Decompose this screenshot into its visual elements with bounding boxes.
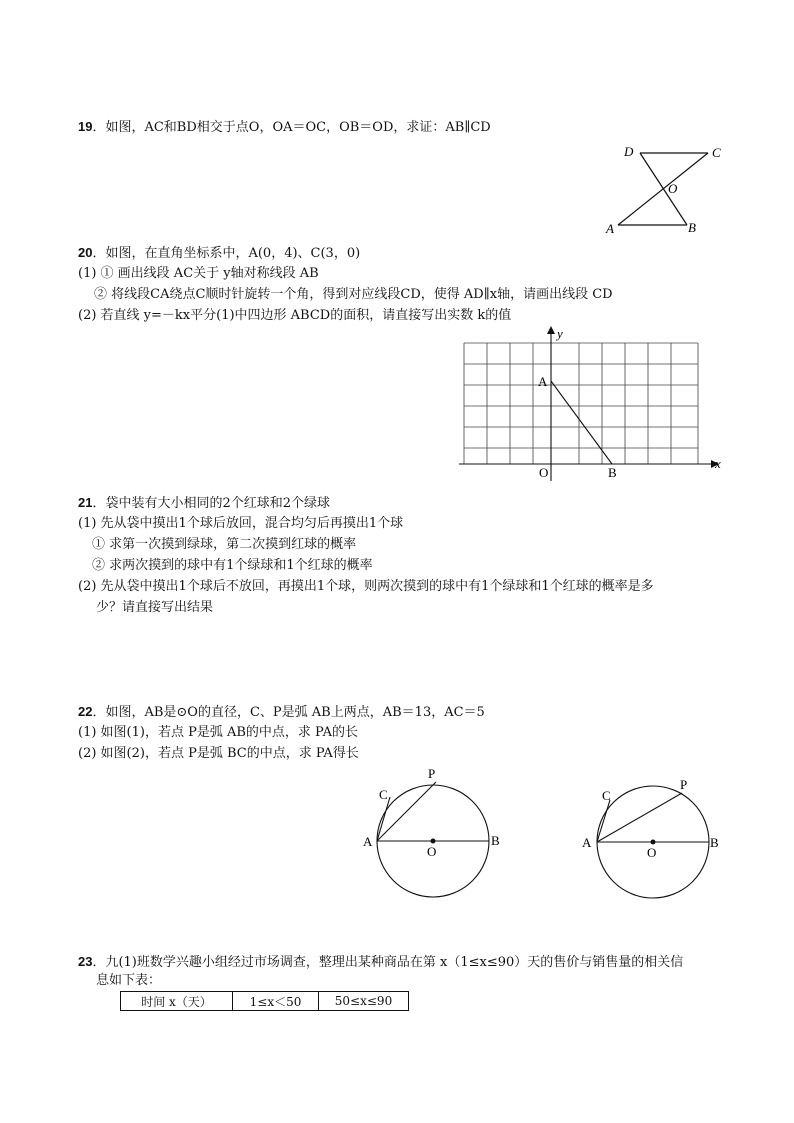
q22-fig1-label-c: C <box>379 787 388 802</box>
q20-coordinate-grid <box>455 326 725 481</box>
q21-stem <box>78 494 330 513</box>
q22-fig2-label-p: P <box>680 777 688 792</box>
q20-point-a-label: A <box>538 374 548 389</box>
q22-fig1-label-a: A <box>363 834 373 849</box>
q19-label-b: B <box>688 220 696 235</box>
q22-figure-2 <box>578 767 728 907</box>
q22-text: ．如图，AB是⊙O的直径，C、P是弧 AB上两点，AB＝13，AC＝5 <box>92 705 485 720</box>
q20-text: ．如图，在直角坐标系中，A(0，4)、C(3，0) <box>92 246 361 261</box>
q19-figure <box>600 140 730 240</box>
q21-part1: (1) 先从袋中摸出1个球后放回，混合均匀后再摸出1个球 <box>78 516 404 531</box>
q20-part1a: (1) ① 画出线段 AC关于 y轴对称线段 AB <box>78 266 319 281</box>
q21-part2a: (2) 先从袋中摸出1个球后不放回，再摸出1个球，则两次摸到的球中有1个绿球和1个红球的概率是多 <box>78 579 654 594</box>
q20-point-b-label: B <box>608 465 617 480</box>
q23-text: ．九(1)班数学兴趣小组经过市场调查，整理出某种商品在第 x（1≤x≤90）天的售价与销售量的相关信 <box>92 955 684 970</box>
q20-number: 20 <box>78 245 93 260</box>
q23-stem-cont: 息如下表： <box>96 973 162 988</box>
q20-part1b: ② 将线段CA绕点C顺时针旋转一个角，得到对应线段CD，使得 AD∥x轴，请画出线段 CD <box>94 287 613 302</box>
q22-fig2-label-b: B <box>710 835 719 850</box>
q22-fig2-label-o: O <box>647 845 657 860</box>
q23-header-range2: 50≤x≤90 <box>319 992 409 1011</box>
q19-stem <box>78 118 491 137</box>
table-row <box>121 992 409 1011</box>
q20-stem <box>78 244 360 263</box>
q23-header-range1: 1≤x＜50 <box>233 992 319 1011</box>
q22-fig2-label-c: C <box>602 788 611 803</box>
q19-label-c: C <box>712 145 721 160</box>
q23-number: 23 <box>78 954 93 969</box>
q21-number: 21 <box>78 495 93 510</box>
q23-table <box>120 991 409 1011</box>
q19-label-a: A <box>606 221 614 236</box>
q22-fig1-label-p: P <box>428 766 436 781</box>
q22-number: 22 <box>78 704 93 719</box>
q20-part2: (2) 若直线 y=－kx平分(1)中四边形 ABCD的面积，请直接写出实数 k的值 <box>78 308 512 323</box>
q22-figure-1 <box>358 764 508 904</box>
q21-text: ．袋中装有大小相同的2个红球和2个绿球 <box>92 496 331 511</box>
q21-part1a: ① 求第一次摸到绿球，第二次摸到红球的概率 <box>92 537 357 552</box>
q19-label-d: D <box>624 144 634 159</box>
q22-fig1-label-b: B <box>491 833 500 848</box>
q19-number: 19 <box>78 119 93 134</box>
q23-header-time: 时间 x（天） <box>121 992 233 1011</box>
q20-origin-label: O <box>539 465 549 480</box>
q22-part2: (2) 如图(2)，若点 P是弧 BC的中点，求 PA得长 <box>78 746 359 761</box>
q20-axis-x-label: x <box>715 456 721 471</box>
q21-part1b: ② 求两次摸到的球中有1个绿球和1个红球的概率 <box>92 558 373 573</box>
q21-part2b: 少？请直接写出结果 <box>96 600 214 615</box>
q22-fig2-label-a: A <box>582 835 592 850</box>
q22-part1: (1) 如图(1)，若点 P是弧 AB的中点，求 PA的长 <box>78 725 358 740</box>
q22-fig1-label-o: O <box>427 844 437 859</box>
q19-text: ．如图，AC和BD相交于点O，OA＝OC，OB＝OD，求证：AB∥CD <box>92 120 491 135</box>
q19-label-o: O <box>668 181 678 196</box>
q22-stem <box>78 703 485 722</box>
q20-axis-y-label: y <box>557 326 563 341</box>
q23-stem <box>78 953 683 972</box>
